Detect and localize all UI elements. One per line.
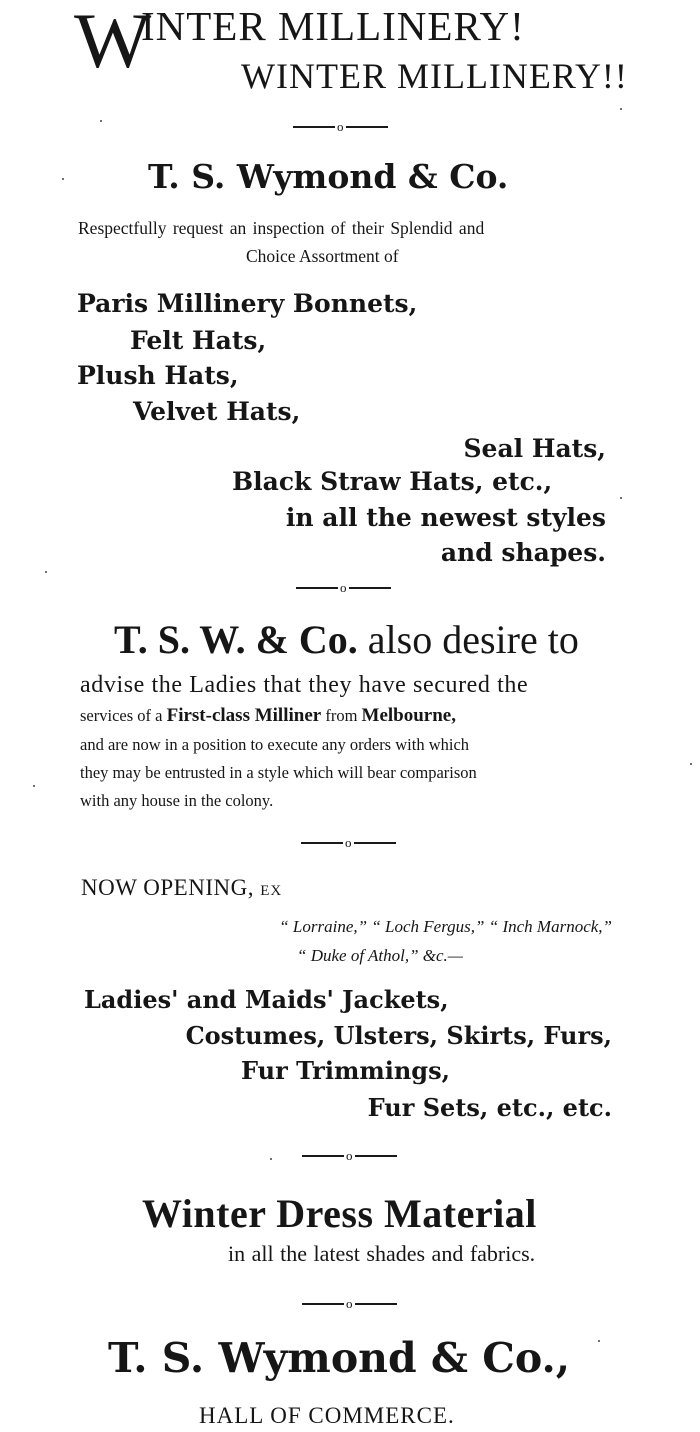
notice-line-5: they may be entrusted in a style which will bear comparison bbox=[80, 763, 477, 782]
millinery-item: in all the newest styles bbox=[285, 503, 606, 532]
ships-line-2: “ Duke of Athol,” &c.— bbox=[297, 946, 463, 965]
notice-first-class-milliner: First-class Milliner bbox=[166, 705, 322, 726]
notice-line-3-pre: services of a bbox=[80, 706, 167, 725]
print-speck bbox=[62, 178, 64, 180]
print-speck bbox=[45, 571, 47, 573]
now-opening-ex: EX bbox=[260, 883, 283, 899]
divider-rule bbox=[355, 1303, 397, 1305]
dress-material-title: Winter Dress Material bbox=[142, 1191, 537, 1236]
divider-rule bbox=[302, 1303, 344, 1305]
now-opening-label: NOW OPENING, bbox=[81, 875, 254, 900]
millinery-item: Seal Hats, bbox=[463, 434, 606, 463]
millinery-item: and shapes. bbox=[440, 538, 606, 567]
print-speck bbox=[598, 1340, 600, 1342]
divider-mark: o bbox=[346, 1147, 353, 1163]
headline-line1: INTER MILLINERY! bbox=[141, 3, 525, 49]
apparel-item: Fur Sets, etc., etc. bbox=[367, 1093, 612, 1122]
notice-melbourne: Melbourne, bbox=[361, 705, 456, 726]
print-speck bbox=[690, 763, 692, 765]
print-speck bbox=[33, 785, 35, 787]
print-speck bbox=[620, 108, 622, 110]
divider-rule bbox=[296, 587, 338, 589]
headline-line2: WINTER MILLINERY!! bbox=[241, 56, 628, 96]
print-speck bbox=[270, 1158, 272, 1160]
divider-mark: o bbox=[346, 1295, 353, 1311]
millinery-item: Felt Hats, bbox=[130, 326, 267, 355]
notice-line-4: and are now in a position to execute any orders with which bbox=[80, 735, 470, 754]
divider bbox=[293, 118, 388, 134]
divider bbox=[302, 1295, 397, 1311]
ships-line-1: “ Lorraine,” “ Loch Fergus,” “ Inch Marnock,” bbox=[279, 917, 612, 936]
dress-material-subtitle: in all the latest shades and fabrics. bbox=[228, 1241, 536, 1266]
millinery-item: Plush Hats, bbox=[77, 361, 239, 390]
firm-name-bottom: T. S. Wymond & Co., bbox=[108, 1334, 571, 1382]
divider-rule bbox=[293, 126, 335, 128]
divider-rule bbox=[302, 1155, 344, 1157]
now-opening-heading bbox=[81, 876, 282, 899]
notice-line-3-mid: from bbox=[321, 706, 362, 725]
divider-rule bbox=[349, 587, 391, 589]
notice-line-2: advise the Ladies that they have secured the bbox=[80, 672, 529, 698]
millinery-item: Velvet Hats, bbox=[133, 397, 301, 426]
divider-mark: o bbox=[340, 579, 347, 595]
location: HALL OF COMMERCE. bbox=[199, 1403, 455, 1428]
notice-line-3 bbox=[80, 706, 456, 725]
divider-rule bbox=[346, 126, 388, 128]
apparel-item: Fur Trimmings, bbox=[241, 1056, 450, 1085]
notice-heading bbox=[114, 617, 579, 662]
headline-initial: W bbox=[74, 0, 152, 84]
divider-rule bbox=[355, 1155, 397, 1157]
divider-rule bbox=[354, 842, 396, 844]
apparel-item: Ladies' and Maids' Jackets, bbox=[84, 985, 449, 1014]
print-speck bbox=[100, 120, 102, 122]
notice-lead-rest: also desire to bbox=[357, 617, 579, 662]
millinery-item: Paris Millinery Bonnets, bbox=[77, 289, 418, 318]
firm-name-top: T. S. Wymond & Co. bbox=[148, 157, 509, 196]
divider-mark: o bbox=[345, 834, 352, 850]
notice-lead: T. S. W. & Co. bbox=[114, 617, 358, 662]
notice-line-6: with any house in the colony. bbox=[80, 791, 274, 810]
print-speck bbox=[620, 497, 622, 499]
millinery-item: Black Straw Hats, etc., bbox=[232, 467, 553, 496]
divider-rule bbox=[301, 842, 343, 844]
apparel-item: Costumes, Ulsters, Skirts, Furs, bbox=[185, 1021, 612, 1050]
intro-line-2: Choice Assortment of bbox=[246, 246, 399, 266]
divider-mark: o bbox=[337, 118, 344, 134]
divider bbox=[302, 1147, 397, 1163]
intro-line-1: Respectfully request an inspection of their Splendid and bbox=[78, 218, 485, 238]
divider bbox=[301, 834, 396, 850]
divider bbox=[296, 579, 391, 595]
